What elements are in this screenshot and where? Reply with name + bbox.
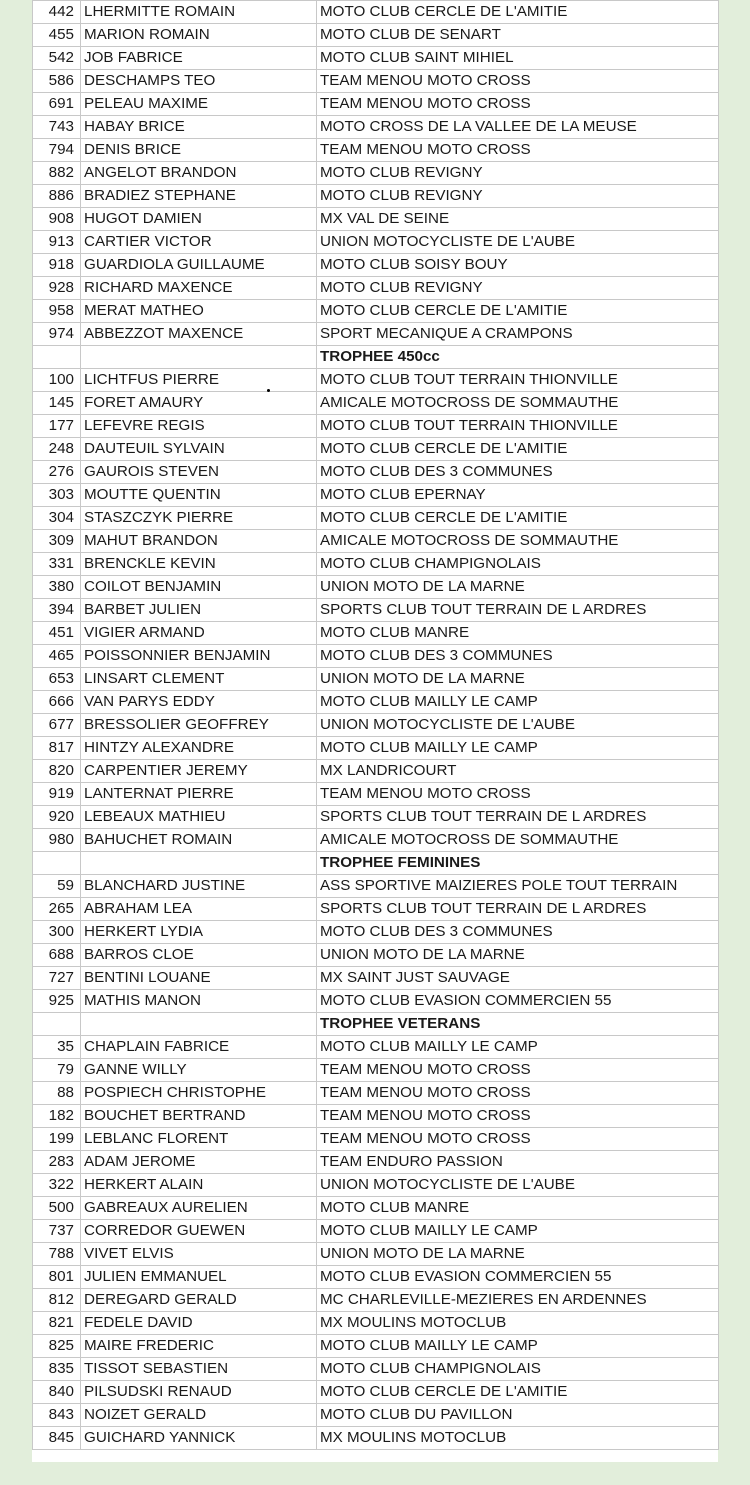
rider-name: BRESSOLIER GEOFFREY (81, 714, 317, 737)
rider-name: DEREGARD GERALD (81, 1289, 317, 1312)
rider-club: UNION MOTOCYCLISTE DE L'AUBE (317, 1174, 719, 1197)
rider-number: 100 (33, 369, 81, 392)
rider-number: 304 (33, 507, 81, 530)
stray-dot-mark (267, 389, 270, 392)
rider-number: 794 (33, 139, 81, 162)
table-row (33, 622, 719, 645)
table-row (33, 990, 719, 1013)
table-row (33, 1059, 719, 1082)
rider-name: HABAY BRICE (81, 116, 317, 139)
rider-number: 451 (33, 622, 81, 645)
rider-number: 817 (33, 737, 81, 760)
rider-club: MOTO CLUB DU PAVILLON (317, 1404, 719, 1427)
rider-number: 882 (33, 162, 81, 185)
rider-name: CHAPLAIN FABRICE (81, 1036, 317, 1059)
table-row (33, 898, 719, 921)
rider-club: TEAM MENOU MOTO CROSS (317, 783, 719, 806)
rider-name: BLANCHARD JUSTINE (81, 875, 317, 898)
table-row (33, 507, 719, 530)
rider-name: DESCHAMPS TEO (81, 70, 317, 93)
rider-name: BRENCKLE KEVIN (81, 553, 317, 576)
table-row (33, 139, 719, 162)
rider-number: 727 (33, 967, 81, 990)
table-row (33, 1174, 719, 1197)
table-row (33, 369, 719, 392)
rider-club: MOTO CLUB CHAMPIGNOLAIS (317, 1358, 719, 1381)
rider-number: 812 (33, 1289, 81, 1312)
rider-name: CARTIER VICTOR (81, 231, 317, 254)
table-row (33, 1036, 719, 1059)
table-row (33, 921, 719, 944)
table-row (33, 438, 719, 461)
rider-number: 88 (33, 1082, 81, 1105)
rider-number: 303 (33, 484, 81, 507)
rider-number: 691 (33, 93, 81, 116)
rider-number: 928 (33, 277, 81, 300)
rider-number: 825 (33, 1335, 81, 1358)
rider-number: 586 (33, 70, 81, 93)
rider-name: GANNE WILLY (81, 1059, 317, 1082)
table-row (33, 691, 719, 714)
rider-name: VIGIER ARMAND (81, 622, 317, 645)
rider-name: POSPIECH CHRISTOPHE (81, 1082, 317, 1105)
rider-number: 79 (33, 1059, 81, 1082)
rider-number: 322 (33, 1174, 81, 1197)
rider-club: TEAM ENDURO PASSION (317, 1151, 719, 1174)
rider-name: LEFEVRE REGIS (81, 415, 317, 438)
table-row (33, 1105, 719, 1128)
rider-name: GAUROIS STEVEN (81, 461, 317, 484)
rider-number: 265 (33, 898, 81, 921)
rider-club: UNION MOTO DE LA MARNE (317, 668, 719, 691)
rider-name: MAIRE FREDERIC (81, 1335, 317, 1358)
rider-club: MOTO CLUB EVASION COMMERCIEN 55 (317, 1266, 719, 1289)
table-row (33, 760, 719, 783)
empty-cell (81, 852, 317, 875)
rider-number: 980 (33, 829, 81, 852)
rider-number: 35 (33, 1036, 81, 1059)
table-row (33, 1151, 719, 1174)
rider-table-body (33, 1, 719, 1450)
rider-name: HINTZY ALEXANDRE (81, 737, 317, 760)
rider-club: MX SAINT JUST SAUVAGE (317, 967, 719, 990)
rider-club: MOTO CLUB TOUT TERRAIN THIONVILLE (317, 415, 719, 438)
rider-club: MOTO CLUB MANRE (317, 1197, 719, 1220)
rider-number: 886 (33, 185, 81, 208)
rider-name: BRADIEZ STEPHANE (81, 185, 317, 208)
rider-club: TEAM MENOU MOTO CROSS (317, 1128, 719, 1151)
rider-name: ABBEZZOT MAXENCE (81, 323, 317, 346)
rider-name: LEBLANC FLORENT (81, 1128, 317, 1151)
rider-number: 920 (33, 806, 81, 829)
rider-club: AMICALE MOTOCROSS DE SOMMAUTHE (317, 392, 719, 415)
rider-name: ADAM JEROME (81, 1151, 317, 1174)
table-row (33, 1243, 719, 1266)
rider-name: HERKERT LYDIA (81, 921, 317, 944)
rider-club: MOTO CLUB MAILLY LE CAMP (317, 1335, 719, 1358)
rider-number: 788 (33, 1243, 81, 1266)
rider-name: DENIS BRICE (81, 139, 317, 162)
rider-number: 283 (33, 1151, 81, 1174)
table-row (33, 93, 719, 116)
section-title: TROPHEE 450cc (317, 346, 719, 369)
table-row (33, 714, 719, 737)
table-row (33, 70, 719, 93)
table-row (33, 645, 719, 668)
rider-name: LINSART CLEMENT (81, 668, 317, 691)
rider-club: MOTO CLUB CERCLE DE L'AMITIE (317, 438, 719, 461)
section-header-row (33, 852, 719, 875)
rider-number: 801 (33, 1266, 81, 1289)
table-row (33, 47, 719, 70)
rider-name: HERKERT ALAIN (81, 1174, 317, 1197)
rider-club: SPORTS CLUB TOUT TERRAIN DE L ARDRES (317, 599, 719, 622)
rider-name: BOUCHET BERTRAND (81, 1105, 317, 1128)
rider-name: PELEAU MAXIME (81, 93, 317, 116)
rider-name: DAUTEUIL SYLVAIN (81, 438, 317, 461)
rider-number: 840 (33, 1381, 81, 1404)
rider-name: MAHUT BRANDON (81, 530, 317, 553)
empty-cell (81, 1013, 317, 1036)
rider-number: 500 (33, 1197, 81, 1220)
rider-club: MOTO CLUB CERCLE DE L'AMITIE (317, 1381, 719, 1404)
rider-number: 309 (33, 530, 81, 553)
rider-name: FEDELE DAVID (81, 1312, 317, 1335)
table-row (33, 530, 719, 553)
rider-club: TEAM MENOU MOTO CROSS (317, 1059, 719, 1082)
rider-club: MOTO CLUB CHAMPIGNOLAIS (317, 553, 719, 576)
rider-club: MOTO CLUB EVASION COMMERCIEN 55 (317, 990, 719, 1013)
table-row (33, 1128, 719, 1151)
table-row (33, 783, 719, 806)
table-row (33, 553, 719, 576)
rider-name: LANTERNAT PIERRE (81, 783, 317, 806)
rider-table (32, 0, 719, 1450)
empty-cell (33, 1013, 81, 1036)
table-row (33, 668, 719, 691)
rider-club: AMICALE MOTOCROSS DE SOMMAUTHE (317, 530, 719, 553)
rider-club: UNION MOTO DE LA MARNE (317, 576, 719, 599)
table-row (33, 829, 719, 852)
rider-name: TISSOT SEBASTIEN (81, 1358, 317, 1381)
table-row (33, 185, 719, 208)
section-title: TROPHEE FEMININES (317, 852, 719, 875)
rider-club: UNION MOTO DE LA MARNE (317, 944, 719, 967)
rider-name: POISSONNIER BENJAMIN (81, 645, 317, 668)
rider-club: MOTO CLUB MANRE (317, 622, 719, 645)
rider-name: LICHTFUS PIERRE (81, 369, 317, 392)
table-row (33, 461, 719, 484)
rider-club: TEAM MENOU MOTO CROSS (317, 139, 719, 162)
rider-name: BENTINI LOUANE (81, 967, 317, 990)
rider-name: LEBEAUX MATHIEU (81, 806, 317, 829)
rider-name: VIVET ELVIS (81, 1243, 317, 1266)
rider-club: SPORTS CLUB TOUT TERRAIN DE L ARDRES (317, 898, 719, 921)
rider-name: ANGELOT BRANDON (81, 162, 317, 185)
rider-number: 843 (33, 1404, 81, 1427)
rider-number: 182 (33, 1105, 81, 1128)
rider-club: MX MOULINS MOTOCLUB (317, 1427, 719, 1450)
rider-club: MOTO CLUB REVIGNY (317, 277, 719, 300)
rider-number: 542 (33, 47, 81, 70)
empty-cell (81, 346, 317, 369)
rider-club: MX MOULINS MOTOCLUB (317, 1312, 719, 1335)
rider-club: TEAM MENOU MOTO CROSS (317, 93, 719, 116)
table-row (33, 967, 719, 990)
rider-club: MOTO CLUB DES 3 COMMUNES (317, 461, 719, 484)
rider-number: 380 (33, 576, 81, 599)
table-row (33, 24, 719, 47)
rider-number: 677 (33, 714, 81, 737)
rider-club: MOTO CLUB MAILLY LE CAMP (317, 1036, 719, 1059)
rider-club: MOTO CLUB MAILLY LE CAMP (317, 691, 719, 714)
section-header-row (33, 346, 719, 369)
rider-name: GUICHARD YANNICK (81, 1427, 317, 1450)
rider-number: 737 (33, 1220, 81, 1243)
rider-number: 465 (33, 645, 81, 668)
rider-number: 442 (33, 1, 81, 24)
rider-number: 925 (33, 990, 81, 1013)
rider-number: 845 (33, 1427, 81, 1450)
table-row (33, 875, 719, 898)
rider-name: MATHIS MANON (81, 990, 317, 1013)
rider-club: MOTO CLUB TOUT TERRAIN THIONVILLE (317, 369, 719, 392)
table-row (33, 162, 719, 185)
rider-club: AMICALE MOTOCROSS DE SOMMAUTHE (317, 829, 719, 852)
table-row (33, 208, 719, 231)
table-row (33, 1289, 719, 1312)
table-row (33, 254, 719, 277)
rider-number: 666 (33, 691, 81, 714)
rider-number: 653 (33, 668, 81, 691)
table-row (33, 1, 719, 24)
table-row (33, 415, 719, 438)
rider-club: MOTO CLUB CERCLE DE L'AMITIE (317, 507, 719, 530)
rider-name: LHERMITTE ROMAIN (81, 1, 317, 24)
rider-number: 835 (33, 1358, 81, 1381)
rider-number: 974 (33, 323, 81, 346)
rider-number: 821 (33, 1312, 81, 1335)
empty-cell (33, 852, 81, 875)
rider-club: UNION MOTOCYCLISTE DE L'AUBE (317, 231, 719, 254)
table-row (33, 1335, 719, 1358)
table-row (33, 1266, 719, 1289)
rider-club: MX LANDRICOURT (317, 760, 719, 783)
rider-club: TEAM MENOU MOTO CROSS (317, 1082, 719, 1105)
rider-number: 394 (33, 599, 81, 622)
rider-number: 743 (33, 116, 81, 139)
rider-club: MOTO CROSS DE LA VALLEE DE LA MEUSE (317, 116, 719, 139)
section-header-row (33, 1013, 719, 1036)
rider-number: 331 (33, 553, 81, 576)
rider-number: 145 (33, 392, 81, 415)
rider-name: MERAT MATHEO (81, 300, 317, 323)
table-row (33, 1404, 719, 1427)
rider-name: NOIZET GERALD (81, 1404, 317, 1427)
table-row (33, 1381, 719, 1404)
rider-name: BAHUCHET ROMAIN (81, 829, 317, 852)
rider-name: GUARDIOLA GUILLAUME (81, 254, 317, 277)
rider-club: UNION MOTOCYCLISTE DE L'AUBE (317, 714, 719, 737)
rider-club: MOTO CLUB SAINT MIHIEL (317, 47, 719, 70)
rider-club: MOTO CLUB CERCLE DE L'AMITIE (317, 300, 719, 323)
table-row (33, 1358, 719, 1381)
rider-club: UNION MOTO DE LA MARNE (317, 1243, 719, 1266)
rider-club: TEAM MENOU MOTO CROSS (317, 1105, 719, 1128)
rider-name: JOB FABRICE (81, 47, 317, 70)
rider-club: ASS SPORTIVE MAIZIERES POLE TOUT TERRAIN (317, 875, 719, 898)
rider-club: SPORT MECANIQUE A CRAMPONS (317, 323, 719, 346)
rider-club: MOTO CLUB CERCLE DE L'AMITIE (317, 1, 719, 24)
rider-name: MOUTTE QUENTIN (81, 484, 317, 507)
table-row (33, 1312, 719, 1335)
rider-name: RICHARD MAXENCE (81, 277, 317, 300)
rider-name: COILOT BENJAMIN (81, 576, 317, 599)
rider-club: MOTO CLUB REVIGNY (317, 162, 719, 185)
table-row (33, 484, 719, 507)
table-row (33, 737, 719, 760)
rider-name: MARION ROMAIN (81, 24, 317, 47)
table-row (33, 1427, 719, 1450)
rider-name: ABRAHAM LEA (81, 898, 317, 921)
rider-name: FORET AMAURY (81, 392, 317, 415)
rider-number: 59 (33, 875, 81, 898)
rider-name: JULIEN EMMANUEL (81, 1266, 317, 1289)
rider-club: MOTO CLUB DES 3 COMMUNES (317, 645, 719, 668)
rider-number: 908 (33, 208, 81, 231)
rider-club: MOTO CLUB MAILLY LE CAMP (317, 737, 719, 760)
table-row (33, 1220, 719, 1243)
table-row (33, 1082, 719, 1105)
rider-name: HUGOT DAMIEN (81, 208, 317, 231)
rider-number: 300 (33, 921, 81, 944)
rider-number: 177 (33, 415, 81, 438)
rider-club: MOTO CLUB DES 3 COMMUNES (317, 921, 719, 944)
rider-name: STASZCZYK PIERRE (81, 507, 317, 530)
rider-number: 688 (33, 944, 81, 967)
rider-number: 919 (33, 783, 81, 806)
rider-club: TEAM MENOU MOTO CROSS (317, 70, 719, 93)
rider-number: 820 (33, 760, 81, 783)
rider-club: MOTO CLUB REVIGNY (317, 185, 719, 208)
table-row (33, 277, 719, 300)
rider-club: MOTO CLUB SOISY BOUY (317, 254, 719, 277)
table-row (33, 944, 719, 967)
rider-number: 199 (33, 1128, 81, 1151)
table-row (33, 231, 719, 254)
rider-number: 455 (33, 24, 81, 47)
rider-number: 958 (33, 300, 81, 323)
table-row (33, 599, 719, 622)
rider-number: 913 (33, 231, 81, 254)
table-row (33, 300, 719, 323)
rider-club: SPORTS CLUB TOUT TERRAIN DE L ARDRES (317, 806, 719, 829)
table-row (33, 806, 719, 829)
rider-name: CARPENTIER JEREMY (81, 760, 317, 783)
rider-name: VAN PARYS EDDY (81, 691, 317, 714)
section-title: TROPHEE VETERANS (317, 1013, 719, 1036)
rider-name: BARROS CLOE (81, 944, 317, 967)
rider-name: BARBET JULIEN (81, 599, 317, 622)
table-row (33, 392, 719, 415)
rider-number: 918 (33, 254, 81, 277)
rider-club: MOTO CLUB MAILLY LE CAMP (317, 1220, 719, 1243)
rider-name: GABREAUX AURELIEN (81, 1197, 317, 1220)
rider-club: MX VAL DE SEINE (317, 208, 719, 231)
rider-club: MOTO CLUB EPERNAY (317, 484, 719, 507)
rider-club: MOTO CLUB DE SENART (317, 24, 719, 47)
table-row (33, 116, 719, 139)
table-row (33, 1197, 719, 1220)
table-row (33, 323, 719, 346)
rider-club: MC CHARLEVILLE-MEZIERES EN ARDENNES (317, 1289, 719, 1312)
rider-number: 276 (33, 461, 81, 484)
rider-name: CORREDOR GUEWEN (81, 1220, 317, 1243)
table-row (33, 576, 719, 599)
rider-number: 248 (33, 438, 81, 461)
empty-cell (33, 346, 81, 369)
rider-name: PILSUDSKI RENAUD (81, 1381, 317, 1404)
rider-list-sheet (32, 0, 718, 1462)
